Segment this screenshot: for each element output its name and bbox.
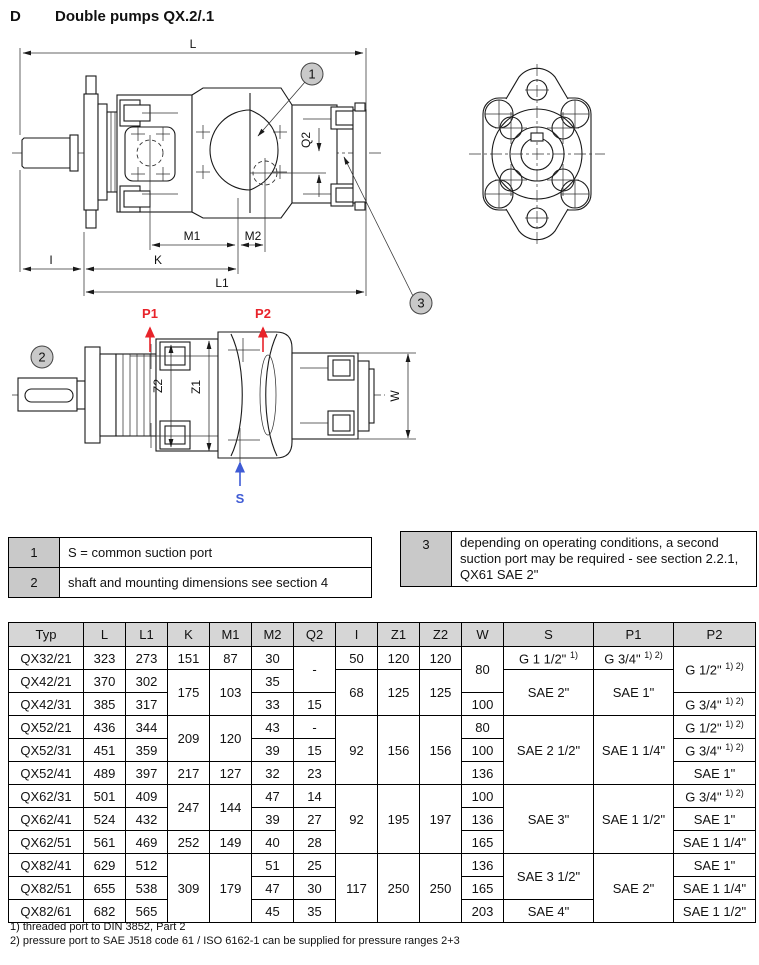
pump-side-view	[12, 37, 432, 314]
end-section	[292, 105, 337, 203]
p1-label: P1	[142, 306, 158, 321]
cell-Q2: 30	[294, 877, 336, 900]
cell-L: 629	[84, 854, 126, 877]
notes-table-right	[400, 531, 757, 587]
cell-Z1: 120	[378, 647, 420, 670]
cell-Q2: 14	[294, 785, 336, 808]
cell-K: 217	[168, 762, 210, 785]
cell-Z1: 156	[378, 716, 420, 785]
cell-P1: SAE 1"	[594, 670, 674, 716]
cell-Q2: 27	[294, 808, 336, 831]
cell-S: SAE 2 1/2"	[504, 716, 594, 785]
table-row	[9, 716, 756, 739]
cell-P2: G 1/2" $^{1) 2)}$	[674, 647, 756, 693]
column-header-P2: P2	[674, 623, 756, 647]
mounting-flange-2	[85, 347, 100, 443]
cell-W: 165	[462, 831, 504, 854]
cell-P2: SAE 1"	[674, 762, 756, 785]
column-header-S: S	[504, 623, 594, 647]
mounting-flange	[84, 94, 98, 210]
cell-P2: G 1/2" $^{1) 2)}$	[674, 716, 756, 739]
cell-Q2: -	[294, 647, 336, 693]
footnote-ref: 1) 2)	[725, 787, 744, 798]
cell-M2: 30	[252, 647, 294, 670]
cell-K: 247	[168, 785, 210, 831]
row-label: QX32/21	[9, 647, 84, 670]
cell-L: 323	[84, 647, 126, 670]
cell-M2: 47	[252, 785, 294, 808]
cell-S: SAE 3 1/2"	[504, 854, 594, 900]
cell-L1: 409	[126, 785, 168, 808]
cell-K: 175	[168, 670, 210, 716]
balloon-1-label: 1	[308, 66, 316, 82]
cell-M1: 127	[210, 762, 252, 785]
balloon-3-label: 3	[417, 295, 425, 311]
cell-L: 370	[84, 670, 126, 693]
shaft-2	[18, 378, 77, 411]
cell-W: 136	[462, 854, 504, 877]
row-label: QX52/21	[9, 716, 84, 739]
note-number: 1	[9, 538, 60, 568]
cell-M2: 32	[252, 762, 294, 785]
footnote-ref: 1) 2)	[725, 741, 744, 752]
column-header-P1: P1	[594, 623, 674, 647]
row-label: QX42/21	[9, 670, 84, 693]
table-row	[9, 670, 756, 693]
cell-K: 209	[168, 716, 210, 762]
cell-L: 682	[84, 900, 126, 923]
cell-M2: 47	[252, 877, 294, 900]
cell-Z2: 197	[420, 785, 462, 854]
cell-M1: 149	[210, 831, 252, 854]
row-label: QX52/31	[9, 739, 84, 762]
cell-L1: 302	[126, 670, 168, 693]
cell-Z1: 250	[378, 854, 420, 923]
cell-L: 436	[84, 716, 126, 739]
cell-L: 451	[84, 739, 126, 762]
dim-M2: M2	[244, 229, 262, 243]
cell-Z1: 125	[378, 670, 420, 716]
cell-I: 68	[336, 670, 378, 716]
cell-I: 92	[336, 716, 378, 785]
cell-L: 501	[84, 785, 126, 808]
row-label: QX62/31	[9, 785, 84, 808]
footnote-ref: 1) 2)	[725, 695, 744, 706]
cell-L1: 359	[126, 739, 168, 762]
cell-P1: SAE 1 1/4"	[594, 716, 674, 785]
row-label: QX82/61	[9, 900, 84, 923]
cell-S: SAE 2"	[504, 670, 594, 716]
dim-M1: M1	[183, 229, 201, 243]
cell-L: 385	[84, 693, 126, 716]
cell-P2: G 3/4" $^{1) 2)}$	[674, 693, 756, 716]
s-label: S	[235, 491, 245, 506]
column-header-L: L	[84, 623, 126, 647]
note-row	[9, 538, 372, 568]
cell-W: 100	[462, 693, 504, 716]
table-header-row	[9, 623, 756, 647]
row-label: QX62/41	[9, 808, 84, 831]
dim-W: W	[388, 390, 402, 402]
cell-M2: 33	[252, 693, 294, 716]
cell-M1: 120	[210, 716, 252, 762]
cell-Z1: 195	[378, 785, 420, 854]
cell-P1: SAE 2"	[594, 854, 674, 923]
row-label: QX82/51	[9, 877, 84, 900]
cell-Q2: 23	[294, 762, 336, 785]
cell-M2: 39	[252, 739, 294, 762]
cell-I: 50	[336, 647, 378, 670]
cell-S: SAE 4"	[504, 900, 594, 923]
cell-W: 203	[462, 900, 504, 923]
footnote-ref: 1) 2)	[725, 718, 744, 729]
footnote-ref: 1) 2)	[644, 649, 663, 660]
row-label: QX52/41	[9, 762, 84, 785]
note-text: depending on operating conditions, a second suction port may be required - see section 2.2.1, QX61 SAE 2"	[452, 532, 757, 587]
cell-L: 524	[84, 808, 126, 831]
cell-W: 136	[462, 808, 504, 831]
cell-W: 100	[462, 785, 504, 808]
column-header-L1: L1	[126, 623, 168, 647]
title-text: Double pumps QX.2/.1	[55, 8, 215, 25]
dimension-table	[8, 622, 756, 923]
keyway	[531, 133, 543, 141]
cell-L: 561	[84, 831, 126, 854]
cell-I: 117	[336, 854, 378, 923]
cell-L1: 565	[126, 900, 168, 923]
cell-K: 151	[168, 647, 210, 670]
cell-K: 309	[168, 854, 210, 923]
cell-Q2: 35	[294, 900, 336, 923]
column-header-W: W	[462, 623, 504, 647]
note-row	[401, 532, 757, 587]
balloon-2-label: 2	[38, 349, 46, 365]
dim-I: I	[49, 253, 53, 267]
cell-W: 80	[462, 647, 504, 693]
cell-P2: G 3/4" $^{1) 2)}$	[674, 785, 756, 808]
footnotes	[10, 921, 460, 948]
pump-top-view	[12, 306, 416, 506]
footnote-2: 2) pressure port to SAE J518 code 61 / ISO 6162-1 can be supplied for pressure ranges 2+3	[10, 934, 460, 947]
cell-Q2: 15	[294, 693, 336, 716]
cell-Q2: -	[294, 716, 336, 739]
cell-P2: SAE 1 1/4"	[674, 877, 756, 900]
cell-P1: SAE 1 1/2"	[594, 785, 674, 854]
cell-L1: 512	[126, 854, 168, 877]
shaft	[22, 138, 70, 168]
cell-M2: 43	[252, 716, 294, 739]
note-text: shaft and mounting dimensions see section 4	[60, 568, 372, 598]
cell-P2: SAE 1"	[674, 854, 756, 877]
pump-front-view	[469, 64, 605, 244]
cell-L1: 344	[126, 716, 168, 739]
column-header-Typ: Typ	[9, 623, 84, 647]
cell-Q2: 25	[294, 854, 336, 877]
cell-L1: 469	[126, 831, 168, 854]
cell-Q2: 15	[294, 739, 336, 762]
table-row	[9, 785, 756, 808]
cell-W: 80	[462, 716, 504, 739]
cell-Q2: 28	[294, 831, 336, 854]
cell-W: 165	[462, 877, 504, 900]
cell-K: 252	[168, 831, 210, 854]
column-header-Q2: Q2	[294, 623, 336, 647]
dim-Z2: Z2	[151, 378, 165, 394]
note-number: 2	[9, 568, 60, 598]
cell-P1: G 3/4" $^{1) 2)}$	[594, 647, 674, 670]
dim-Z1: Z1	[189, 379, 203, 395]
cell-M1: 103	[210, 670, 252, 716]
column-header-I: I	[336, 623, 378, 647]
footnote-1: 1) threaded port to DIN 3852, Part 2	[10, 921, 186, 933]
cell-L1: 317	[126, 693, 168, 716]
notes-table-left	[8, 537, 372, 598]
note-row	[9, 568, 372, 598]
note-text: S = common suction port	[60, 538, 372, 568]
cell-Z2: 125	[420, 670, 462, 716]
column-header-M2: M2	[252, 623, 294, 647]
footnote-ref: 1) 2)	[725, 661, 744, 672]
dim-L1: L1	[215, 276, 229, 290]
row-label: QX62/51	[9, 831, 84, 854]
section-letter: D	[10, 8, 21, 25]
dim-L: L	[189, 37, 197, 51]
table-row	[9, 647, 756, 670]
cell-M1: 87	[210, 647, 252, 670]
cell-M2: 45	[252, 900, 294, 923]
footnote-ref: 1)	[569, 649, 578, 660]
cell-M2: 40	[252, 831, 294, 854]
table-row	[9, 854, 756, 877]
cell-L: 489	[84, 762, 126, 785]
cell-W: 100	[462, 739, 504, 762]
row-label: QX82/41	[9, 854, 84, 877]
cell-M2: 39	[252, 808, 294, 831]
cell-L1: 432	[126, 808, 168, 831]
dim-Q2: Q2	[299, 131, 313, 149]
cell-L: 655	[84, 877, 126, 900]
column-header-K: K	[168, 623, 210, 647]
cell-W: 136	[462, 762, 504, 785]
cell-L1: 538	[126, 877, 168, 900]
cell-P2: SAE 1 1/4"	[674, 831, 756, 854]
p2-label: P2	[255, 306, 271, 321]
cell-L1: 397	[126, 762, 168, 785]
cell-M1: 144	[210, 785, 252, 831]
stage2-housing	[192, 88, 292, 218]
column-header-Z2: Z2	[420, 623, 462, 647]
cell-M2: 35	[252, 670, 294, 693]
cell-Z2: 250	[420, 854, 462, 923]
cell-P2: G 3/4" $^{1) 2)}$	[674, 739, 756, 762]
cell-M2: 51	[252, 854, 294, 877]
column-header-M1: M1	[210, 623, 252, 647]
cell-P2: SAE 1"	[674, 808, 756, 831]
cell-L1: 273	[126, 647, 168, 670]
cell-M1: 179	[210, 854, 252, 923]
cell-I: 92	[336, 785, 378, 854]
column-header-Z1: Z1	[378, 623, 420, 647]
cell-S: G 1 1/2" $^{1)}$	[504, 647, 594, 670]
cell-Z2: 156	[420, 716, 462, 785]
dim-K: K	[153, 253, 163, 267]
stage1-block	[218, 332, 292, 458]
cell-P2: SAE 1 1/2"	[674, 900, 756, 923]
note-number: 3	[401, 532, 452, 587]
row-label: QX42/31	[9, 693, 84, 716]
cell-S: SAE 3"	[504, 785, 594, 854]
cell-Z2: 120	[420, 647, 462, 670]
